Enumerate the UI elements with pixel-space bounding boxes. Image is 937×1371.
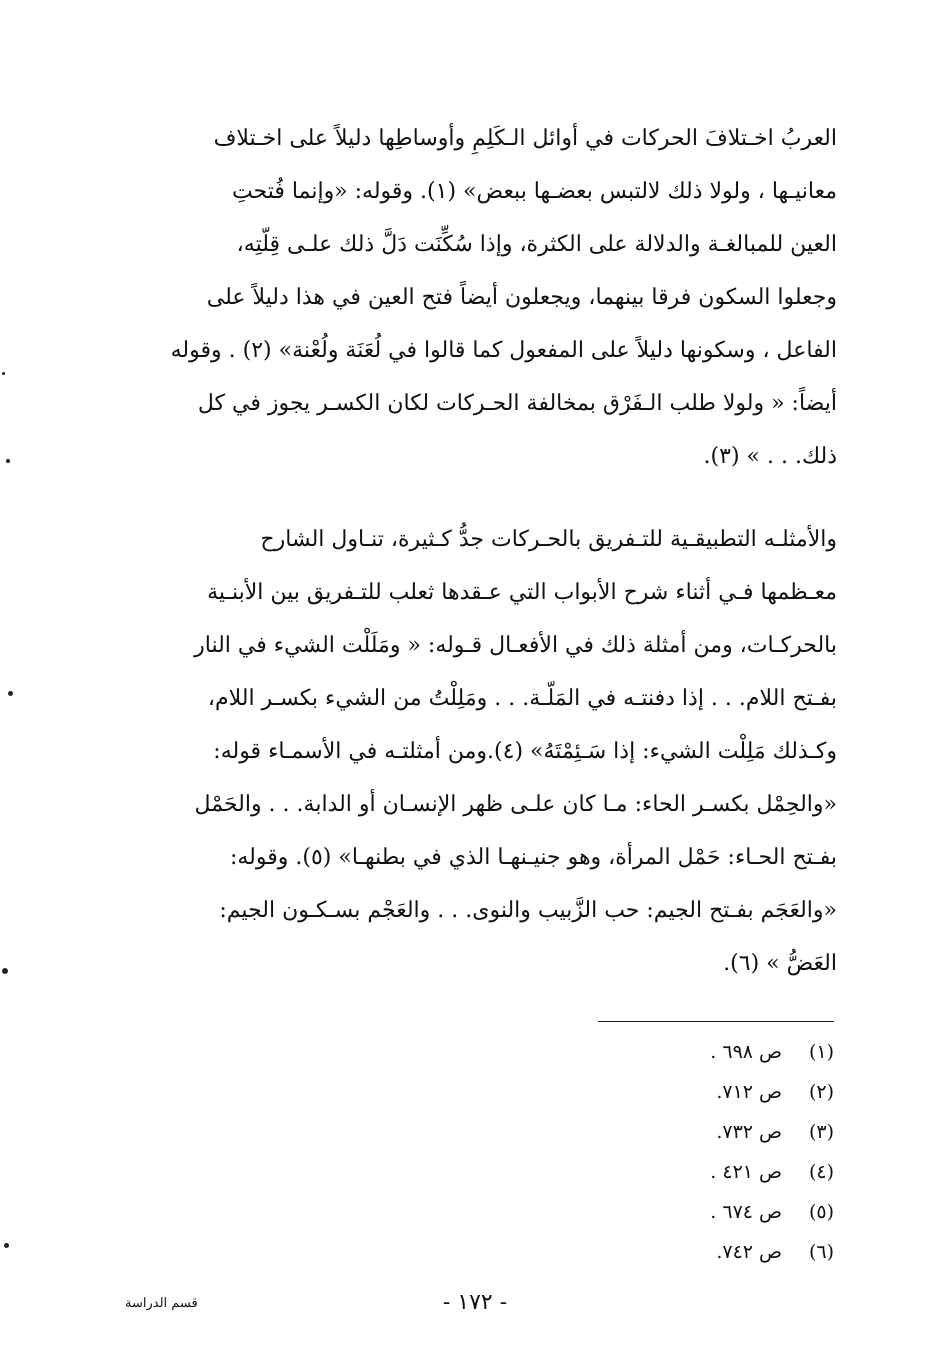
footnote-item (574, 1032, 834, 1072)
footnote-number: (٣) (808, 1121, 834, 1143)
text-line: أيضاً: « ولولا طلب الـفَرْق بمخالفة الحـركات لكان الكسـر يجوز في كل (197, 391, 837, 416)
footnote-item (574, 1072, 834, 1112)
text-line: وجعلوا السكون فرقا بينهما، ويجعلون أيضاً فتح العين في هذا دليلاً على (206, 285, 837, 310)
text-line: العين للمبالغـة والدلالة على الكثرة، وإذا سُكِّنَت دَلَّ ذلك علـى قِلّتِه، (236, 232, 837, 257)
footnote-item (574, 1232, 834, 1272)
footnote-item (574, 1152, 834, 1192)
footnote-number: (١) (808, 1041, 834, 1063)
footnote-divider (598, 1021, 834, 1022)
section-label: قسم الدراسة (125, 1296, 198, 1311)
text-line: ذلك. . . » (٣). (703, 444, 837, 469)
footnote-number: (٤) (808, 1161, 834, 1183)
scan-speck (4, 1243, 9, 1248)
text-line: «والعَجَم بفـتح الجيم: حب الزَّبيب والنوى. . . والعَجْم بسـكـون الجيم: (219, 898, 837, 923)
scan-speck (8, 691, 13, 696)
footnote-text: ص ٧٣٢. (716, 1121, 782, 1143)
text-line: بفـتح اللام. . . إذا دفنتـه في المَلّـة. . . ومَلِلْتُ من الشيء بكسـر اللام، (207, 686, 837, 711)
footnote-text: ص ٤٢١ . (710, 1161, 782, 1183)
text-line: «والحِمْل بكسـر الحاء: مـا كان علـى ظهر الإنسـان أو الدابة. . . والحَمْل (194, 792, 837, 817)
page-number: - ١٧٢ - (442, 1290, 508, 1315)
text-line: العربُ اخـتلافَ الحركات في أوائل الـكَلِمِ وأوساطِها دليلاً على اخـتلاف (213, 126, 837, 151)
footnote-text: ص ٦٩٨ . (710, 1041, 782, 1063)
text-line: بفـتح الحـاء: حَمْل المرأة، وهو جنيـنهـا الذي في بطنهـا» (٥). وقوله: (229, 845, 837, 870)
footnote-number: (٦) (808, 1241, 834, 1263)
footnote-item (574, 1192, 834, 1232)
footnote-text: ص ٧٤٢. (716, 1241, 782, 1263)
footnotes (574, 1032, 834, 1272)
text-line: بالحركـات، ومن أمثلة ذلك في الأفعـال قـوله: « ومَلَلْت الشيء في النار (194, 633, 837, 658)
text-line: الفاعل ، وسكونها دليلاً على المفعول كما قالوا في لُعَنَة ولُعْنة» (٢) . وقوله (170, 338, 837, 363)
footnote-text: ص ٦٧٤ . (710, 1201, 782, 1223)
footnote-item (574, 1112, 834, 1152)
text-line: معـظمها فـي أثناء شرح الأبواب التي عـقدها ثعلب للتـفريق بين الأبنـية (207, 580, 837, 605)
text-line: والأمثلـه التطبيقـية للتـفريق بالحـركات جدُّ كـثيرة، تنـاول الشارح (260, 527, 837, 552)
text-line: العَضُّ » (٦). (723, 951, 837, 976)
footnote-number: (٥) (808, 1201, 834, 1223)
scan-speck (2, 372, 5, 375)
footnote-text: ص ٧١٢. (716, 1081, 782, 1103)
text-line: معانيـها ، ولولا ذلك لالتبس بعضـها ببعض» (١). وقوله: «وإنما فُتحتِ (231, 179, 837, 204)
paragraph-2 (127, 513, 837, 990)
scan-speck (2, 968, 8, 974)
footnote-number: (٢) (808, 1081, 834, 1103)
scan-speck (6, 459, 10, 463)
text-line: وكـذلك مَلِلْت الشيء: إذا سَـئِمْتَهُ» (٤).ومن أمثلتـه في الأسمـاء قوله: (213, 739, 837, 764)
paragraph-1 (127, 112, 837, 483)
